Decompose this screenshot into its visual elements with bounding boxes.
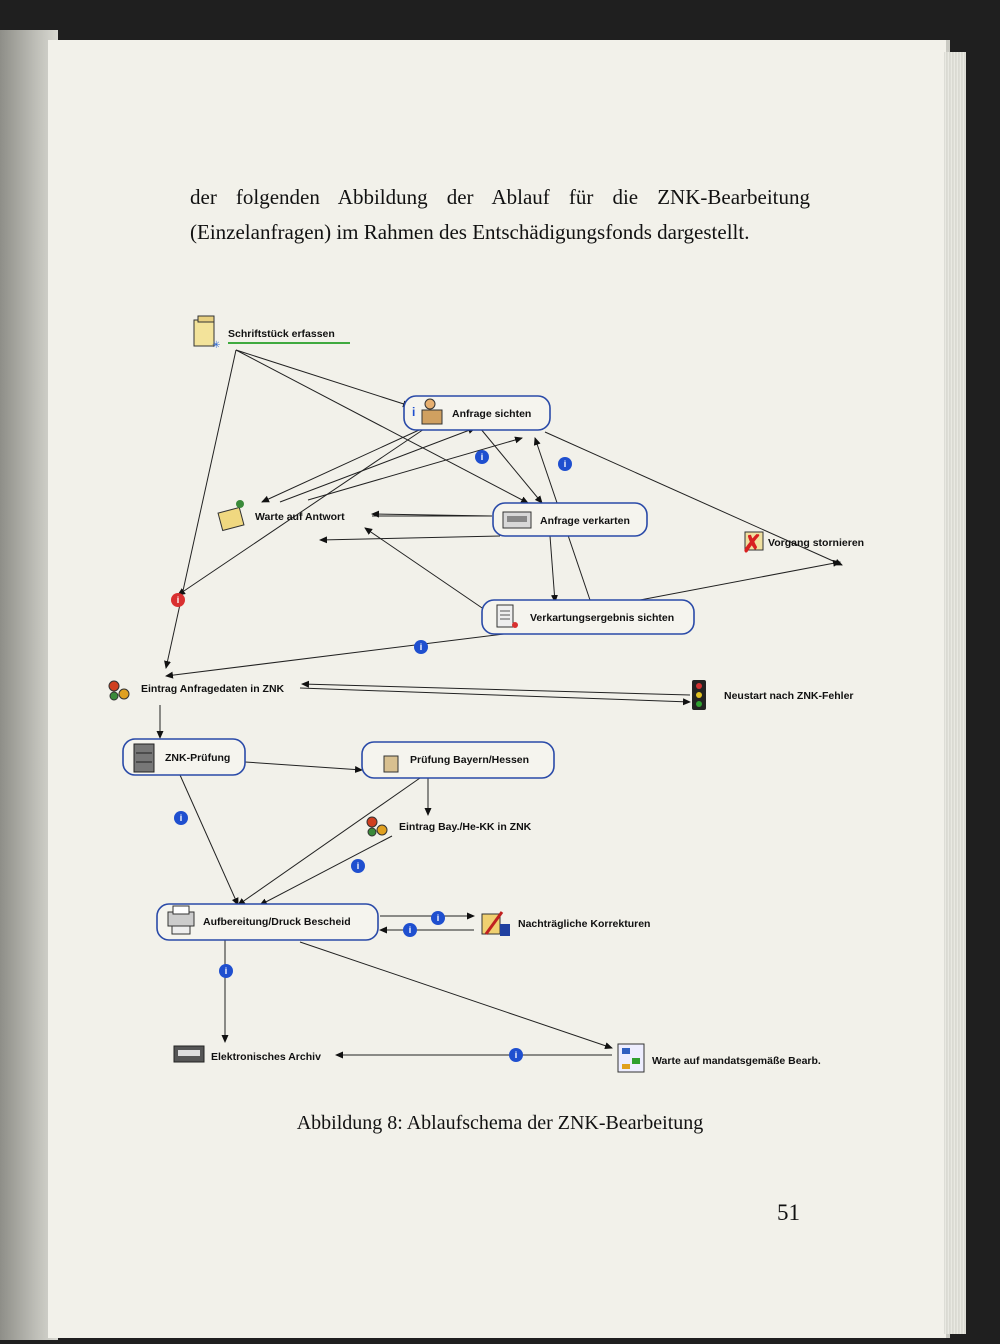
- label-archiv: Elektronisches Archiv: [211, 1051, 321, 1063]
- label-schriftstueck: Schriftstück erfassen: [228, 328, 335, 340]
- svg-text:i: i: [356, 861, 360, 871]
- edge-anfrage-eintrag: [178, 425, 430, 595]
- svg-text:i: i: [563, 459, 567, 469]
- edge-verkarten-ergebnis: [550, 536, 555, 602]
- hand-check-icon: [384, 756, 398, 772]
- label-nachtraegliche: Nachträgliche Korrekturen: [518, 918, 651, 930]
- figure-caption: Abbildung 8: Ablaufschema der ZNK-Bearbeitung: [296, 1112, 704, 1134]
- cancel-x-icon: [742, 531, 763, 558]
- edge-schrift-eintrag: [166, 350, 236, 668]
- svg-text:✗: ✗: [742, 531, 763, 558]
- flow-edges: [160, 350, 842, 1055]
- edge-pruefung-aufbereitung: [180, 775, 238, 905]
- svg-text:i: i: [179, 813, 183, 823]
- svg-text:i: i: [176, 595, 180, 605]
- edge-warte-anfrage: [308, 438, 522, 500]
- edge-eintrag-neustart: [300, 688, 690, 702]
- cabinet-icon: [134, 744, 154, 772]
- edge-verkarten-back: [320, 536, 500, 540]
- label-pruefung-bayern: Prüfung Bayern/Hessen: [410, 754, 530, 766]
- label-neustart: Neustart nach ZNK-Fehler: [724, 690, 854, 702]
- edge-pruefung-bayern: [245, 762, 362, 770]
- svg-text:i: i: [419, 642, 423, 652]
- scanner-icon: [503, 512, 531, 528]
- edge-anfrage-warte: [262, 425, 430, 502]
- label-eintrag-anfragedaten: Eintrag Anfragedaten in ZNK: [141, 683, 285, 695]
- traffic-light-icon: [692, 680, 706, 710]
- node-boxes: [123, 396, 694, 940]
- label-aufbereitung: Aufbereitung/Druck Bescheid: [203, 916, 351, 928]
- svg-text:i: i: [412, 405, 416, 419]
- node-labels: [141, 328, 864, 1067]
- gears-icon: [109, 681, 129, 700]
- label-verkartungsergebnis: Verkartungsergebnis sichten: [530, 612, 675, 624]
- label-vorgang-stornieren: Vorgang stornieren: [768, 537, 865, 549]
- edge-aufbereitung-warte: [300, 942, 612, 1048]
- label-anfrage-verkarten: Anfrage verkarten: [540, 515, 630, 527]
- edge-ergebnis-eintrag: [166, 632, 520, 676]
- edge-bayern-aufbereitung: [238, 778, 420, 905]
- svg-text:i: i: [480, 452, 484, 462]
- edge-eintragbay-aufbereitung: [260, 836, 392, 905]
- label-eintrag-bay: Eintrag Bay./He-KK in ZNK: [399, 821, 532, 833]
- label-znk-pruefung: ZNK-Prüfung: [165, 752, 231, 764]
- waiting-person-icon: [218, 500, 244, 531]
- document-folder-icon: [194, 316, 220, 351]
- svg-text:i: i: [408, 925, 412, 935]
- label-warte-mandat: Warte auf mandatsgemäße Bearb.: [652, 1055, 821, 1067]
- page-number: 51: [777, 1200, 800, 1225]
- svg-text:i: i: [224, 966, 228, 976]
- svg-text:i: i: [514, 1050, 518, 1060]
- body-paragraph: der folgenden Abbildung der Ablauf für die ZNK-Bearbeitung (Einzelanfragen) im Rahmen des Entschädigungsfonds dargestellt.: [190, 185, 810, 244]
- edge-neustart-eintrag: [302, 684, 690, 695]
- edge-ergebnis-warte: [365, 528, 488, 612]
- svg-text:✳: ✳: [212, 340, 221, 351]
- edge-warte-anfrage2: [280, 428, 475, 502]
- edge-ergebnis-storno: [640, 562, 840, 600]
- edge-anfrage-verkarten: [480, 428, 542, 503]
- svg-text:i: i: [436, 913, 440, 923]
- archive-drive-icon: [174, 1046, 204, 1062]
- label-anfrage-sichten: Anfrage sichten: [452, 408, 532, 420]
- flowchart-icon: [618, 1044, 644, 1072]
- label-warte-antwort: Warte auf Antwort: [255, 511, 345, 523]
- correction-pen-icon: [482, 912, 510, 936]
- edge-schrift-anfrage: [236, 350, 410, 406]
- gears-icon: [367, 817, 387, 836]
